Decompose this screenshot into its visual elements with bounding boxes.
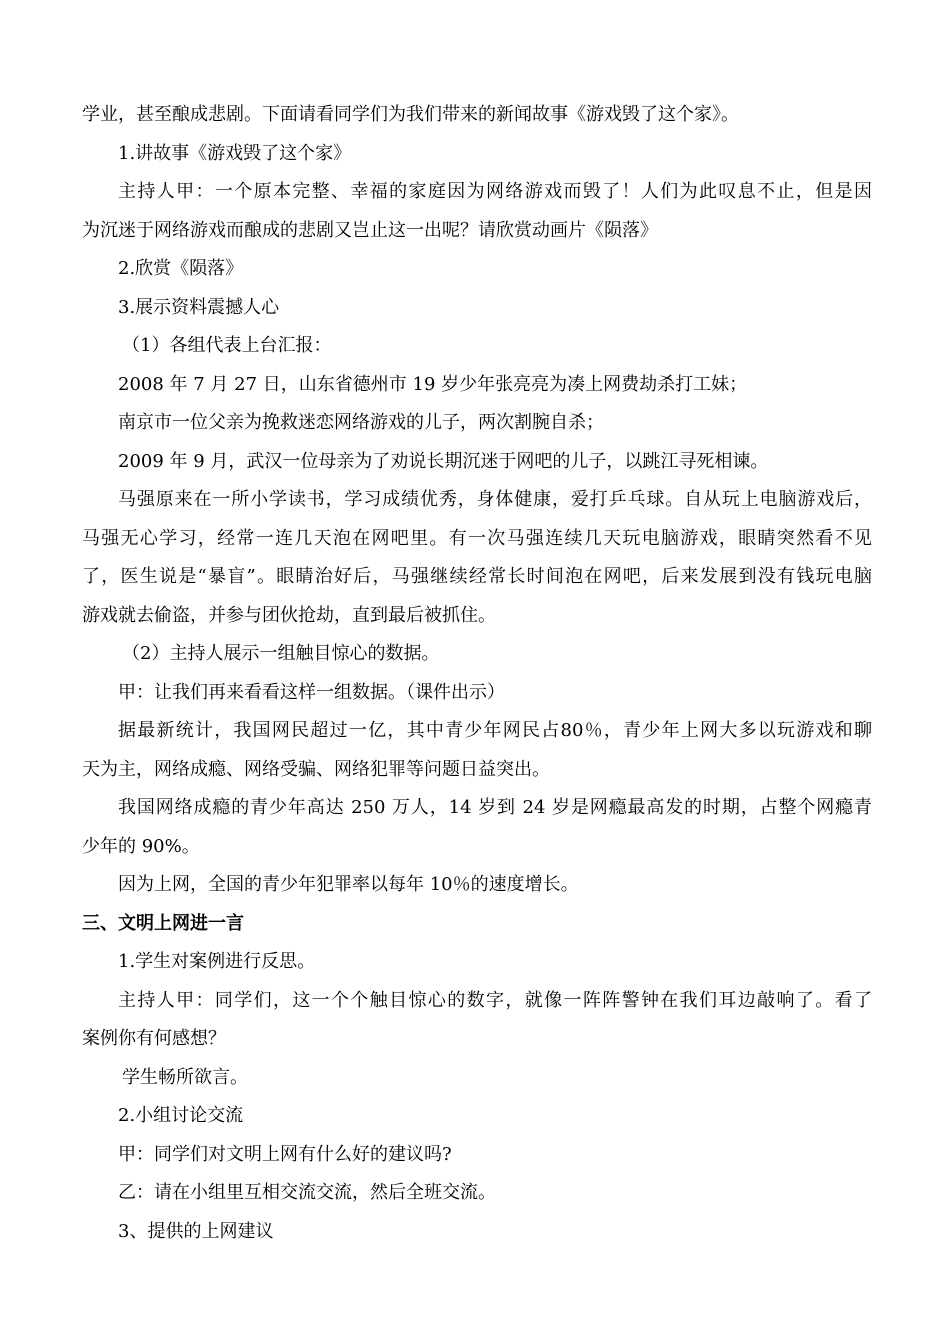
paragraph-line: 主持人甲：同学们，这一个个触目惊心的数字，就像一阵阵警钟在我们耳边敲响了。看了 [118,989,872,1011]
item-heading: 1.讲故事《游戏毁了这个家》 [118,142,352,164]
paragraph-line: 游戏就去偷盗，并参与团伙抢劫，直到最后被抓住。 [82,604,496,626]
paragraph-line: 南京市一位父亲为挽救迷恋网络游戏的儿子，两次割腕自杀； [118,412,604,433]
item-heading: 3.展示资料震撼人心 [118,296,280,318]
paragraph-line: 据最新统计，我国网民超过一亿，其中青少年网民占80％，青少年上网大多以玩游戏和聊 [118,720,872,741]
item-heading: 3、提供的上网建议 [118,1220,274,1242]
paragraph-line: 因为上网，全国的青少年犯罪率以每年 10％的速度增长。 [118,874,579,895]
sub-item-heading: （1）各组代表上台汇报： [122,335,332,356]
paragraph-line: 学业，甚至酿成悲剧。下面请看同学们为我们带来的新闻故事《游戏毁了这个家》。 [82,104,739,125]
paragraph-line: 了，医生说是“暴盲”。眼睛治好后，马强继续经常长时间泡在网吧，后来发展到没有钱玩电脑 [82,566,872,587]
paragraph-line: 天为主，网络成瘾、网络受骗、网络犯罪等问题日益突出。 [82,758,550,780]
document-body [82,96,872,1251]
paragraph-line: 为沉迷于网络游戏而酿成的悲剧又岂止这一出呢？请欣赏动画片《陨落》 [82,219,658,241]
paragraph-line: 我国网络成瘾的青少年高达 250 万人，14 岁到 24 岁是网瘾最高发的时期，占整个网瘾青 [118,797,872,818]
paragraph-line: 甲：同学们对文明上网有什么好的建议吗? [118,1143,452,1165]
paragraph-line: 案例你有何感想？ [82,1028,226,1049]
item-heading: 1.学生对案例进行反思。 [118,951,316,972]
paragraph-line: 甲：让我们再来看看这样一组数据。（课件出示） [118,681,505,703]
paragraph-line: 主持人甲：一个原本完整、幸福的家庭因为网络游戏而毁了！人们为此叹息不止，但是因 [118,181,872,202]
paragraph-line: 学生畅所欲言。 [122,1066,248,1088]
paragraph-line: 2009 年 9 月，武汉一位母亲为了劝说长期沉迷于网吧的儿子，以跳江寻死相谏。 [118,450,769,472]
item-heading: 2.欣赏《陨落》 [118,258,244,279]
paragraph-line: 马强无心学习，经常一连几天泡在网吧里。有一次马强连续几天玩电脑游戏，眼睛突然看不见 [82,527,872,549]
paragraph-line: 乙：请在小组里互相交流交流，然后全班交流。 [118,1182,496,1203]
section-heading: 三、文明上网进一言 [82,912,244,934]
paragraph-line: 少年的 90%。 [82,835,200,857]
item-heading: 2.小组讨论交流 [118,1105,244,1126]
paragraph-line: 2008 年 7 月 27 日，山东省德州市 19 岁少年张亮亮为凑上网费劫杀打工妹； [118,373,748,395]
paragraph-line: 马强原来在一所小学读书，学习成绩优秀，身体健康，爱打乒乓球。自从玩上电脑游戏后， [118,489,872,510]
sub-item-heading: （2）主持人展示一组触目惊心的数据。 [122,643,440,664]
